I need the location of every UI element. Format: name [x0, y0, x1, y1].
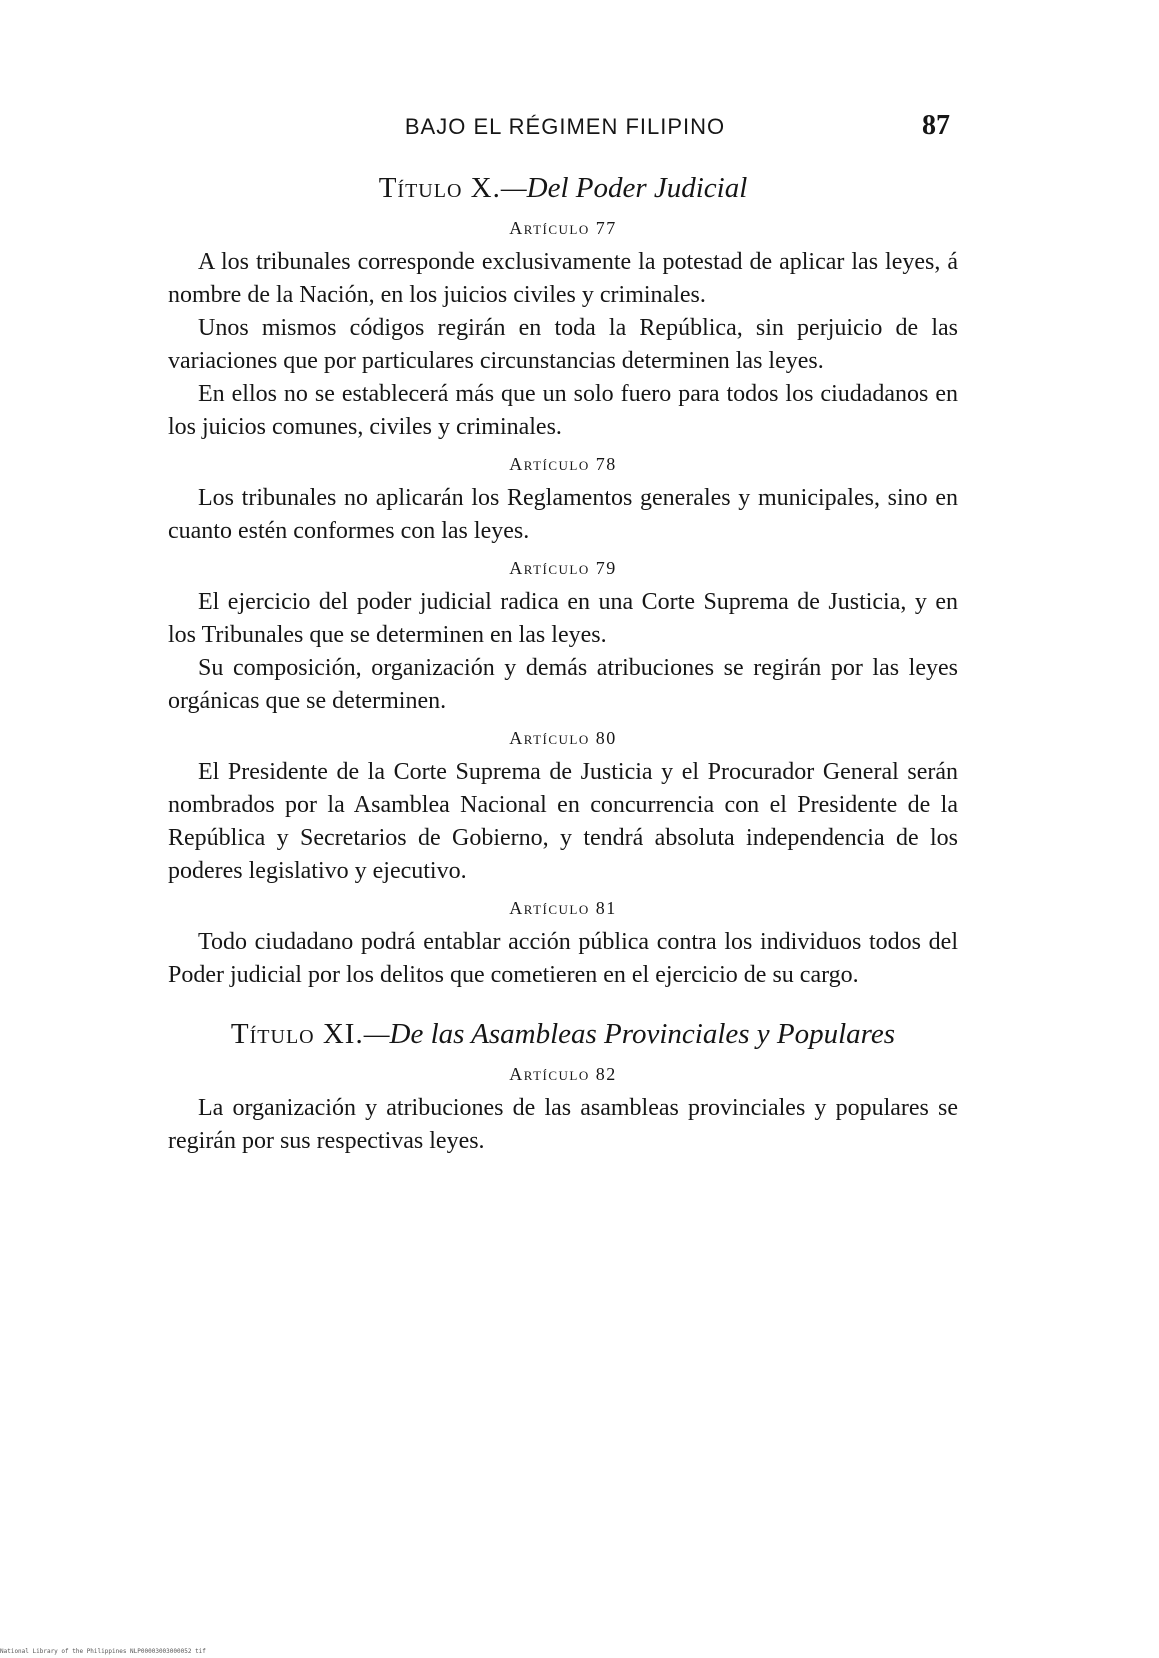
scan-footer-note: National Library of the Philippines NLP00003003000052 tif: [0, 1648, 206, 1655]
article-heading: Artículo 78: [509, 454, 617, 474]
section-title-label: Título X.: [378, 172, 501, 204]
article-paragraph: Unos mismos códigos regirán en toda la República, sin perjuicio de las variaciones que por particulares circunstancias determinen las leyes.: [168, 315, 958, 374]
running-title: BAJO EL RÉGIMEN FILIPINO: [404, 114, 726, 139]
article-heading: Artículo 79: [509, 558, 617, 578]
article-paragraph: En ellos no se establecerá más que un solo fuero para todos los ciudadanos en los juicios comunes, civiles y criminales.: [168, 381, 958, 440]
section-title-name: —Del Poder Judicial: [500, 172, 748, 204]
article-paragraph: El ejercicio del poder judicial radica en una Corte Suprema de Justicia, y en los Tribunales que se determinen en las leyes.: [168, 589, 958, 648]
running-header: [170, 112, 960, 148]
section-title-label: Título XI.: [230, 1018, 364, 1050]
article-heading: Artículo 81: [509, 898, 617, 918]
article-heading: Artículo 77: [509, 218, 617, 238]
section-title: [168, 168, 958, 208]
article-paragraph: Los tribunales no aplicarán los Reglamentos generales y municipales, sino en cuanto estén conformes con las leyes.: [168, 485, 958, 544]
article-heading: Artículo 82: [509, 1064, 617, 1084]
page-number: 87: [922, 110, 950, 141]
section-title: [168, 1014, 958, 1054]
article-heading: Artículo 80: [509, 728, 617, 748]
article-paragraph: Todo ciudadano podrá entablar acción pública contra los individuos todos del Poder judicial por los delitos que cometieren en el ejercicio de su cargo.: [168, 929, 958, 988]
page-body: [168, 168, 958, 1158]
section-title-name: —De las Asambleas Provinciales y Populares: [363, 1018, 896, 1050]
article-paragraph: A los tribunales corresponde exclusivamente la potestad de aplicar las leyes, á nombre de la Nación, en los juicios civiles y criminales.: [168, 249, 958, 308]
article-paragraph: El Presidente de la Corte Suprema de Justicia y el Procurador General serán nombrados por la Asamblea Nacional en concurrencia con el Presidente de la República y Secretarios de Gobierno, y tendrá absoluta independencia de los poderes legislativo y ejecutivo.: [168, 759, 958, 884]
article-paragraph: Su composición, organización y demás atribuciones se regirán por las leyes orgánicas que se determinen.: [168, 655, 958, 714]
article-paragraph: La organización y atribuciones de las asambleas provinciales y populares se regirán por sus respectivas leyes.: [168, 1095, 958, 1154]
